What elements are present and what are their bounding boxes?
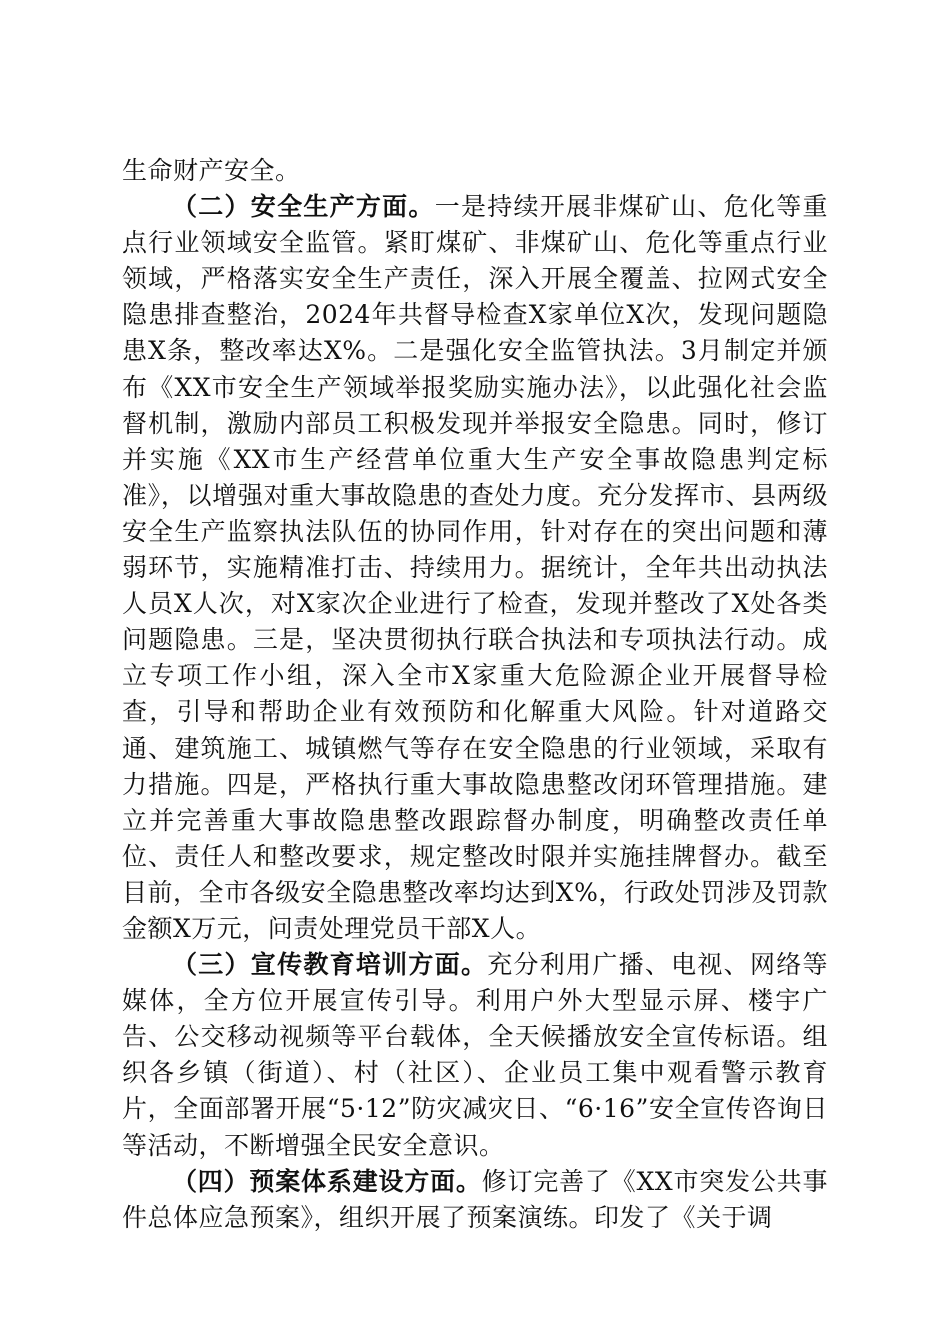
section-heading: （三）宣传教育培训方面。 (172, 950, 488, 980)
paragraph-publicity-education (122, 947, 828, 1164)
paragraph-emergency-plan (122, 1164, 828, 1236)
section-heading: （二）安全生产方面。 (172, 192, 435, 222)
paragraph-text: 一是持续开展非煤矿山、危化等重点行业领域安全监管。紧盯煤矿、非煤矿山、危化等重点行业领域，严格落实安全生产责任，深入开展全覆盖、拉网式安全隐患排查整治，2024年共督导检查X家单位X次，发现问题隐患X条，整改率达X%。二是强化安全监管执法。3月制定并颁布《XX市安全生产领域举报奖励实施办法》，以此强化社会监督机制，激励内部员工积极发现并举报安全隐患。同时，修订并实施《XX市生产经营单位重大生产安全事故隐患判定标准》，以增强对重大事故隐患的查处力度。充分发挥市、县两级安全生产监察执法队伍的协同作用，针对存在的突出问题和薄弱环节，实施精准打击、持续用力。据统计，全年共出动执法人员X人次，对X家次企业进行了检查，发现并整改了X处各类问题隐患。三是，坚决贯彻执行联合执法和专项执法行动。成立专项工作小组，深入全市X家重大危险源企业开展督导检查，引导和帮助企业有效预防和化解重大风险。针对道路交通、建筑施工、城镇燃气等存在安全隐患的行业领域，采取有力措施。四是，严格执行重大事故隐患整改闭环管理措施。建立并完善重大事故隐患整改跟踪督办制度，明确整改责任单位、责任人和整改要求，规定整改时限并实施挂牌督办。截至目前，全市各级安全隐患整改率均达到X%，行政处罚涉及罚款金额X万元，问责处理党员干部X人。 (122, 192, 828, 943)
document-body (122, 153, 828, 1236)
paragraph-text: 修订完善了《XX市突发公共事件总体应急预案》，组织开展了预案演练。印发了《关于调 (122, 1166, 828, 1232)
paragraph-text: 生命财产安全。 (122, 156, 301, 185)
paragraph-text: 充分利用广播、电视、网络等媒体，全方位开展宣传引导。利用户外大型显示屏、楼宇广告、公交移动视频等平台载体，全天候播放安全宣传标语。组织各乡镇（街道）、村（社区）、企业员工集中观看警示教育片，全面部署开展“5·12”防灾减灾日、“6·16”安全宣传咨询日等活动，不断增强全民安全意识。 (122, 950, 828, 1160)
section-heading: （四）预案体系建设方面。 (172, 1166, 482, 1196)
paragraph-safety-production (122, 189, 828, 947)
paragraph-continuation (122, 153, 828, 189)
